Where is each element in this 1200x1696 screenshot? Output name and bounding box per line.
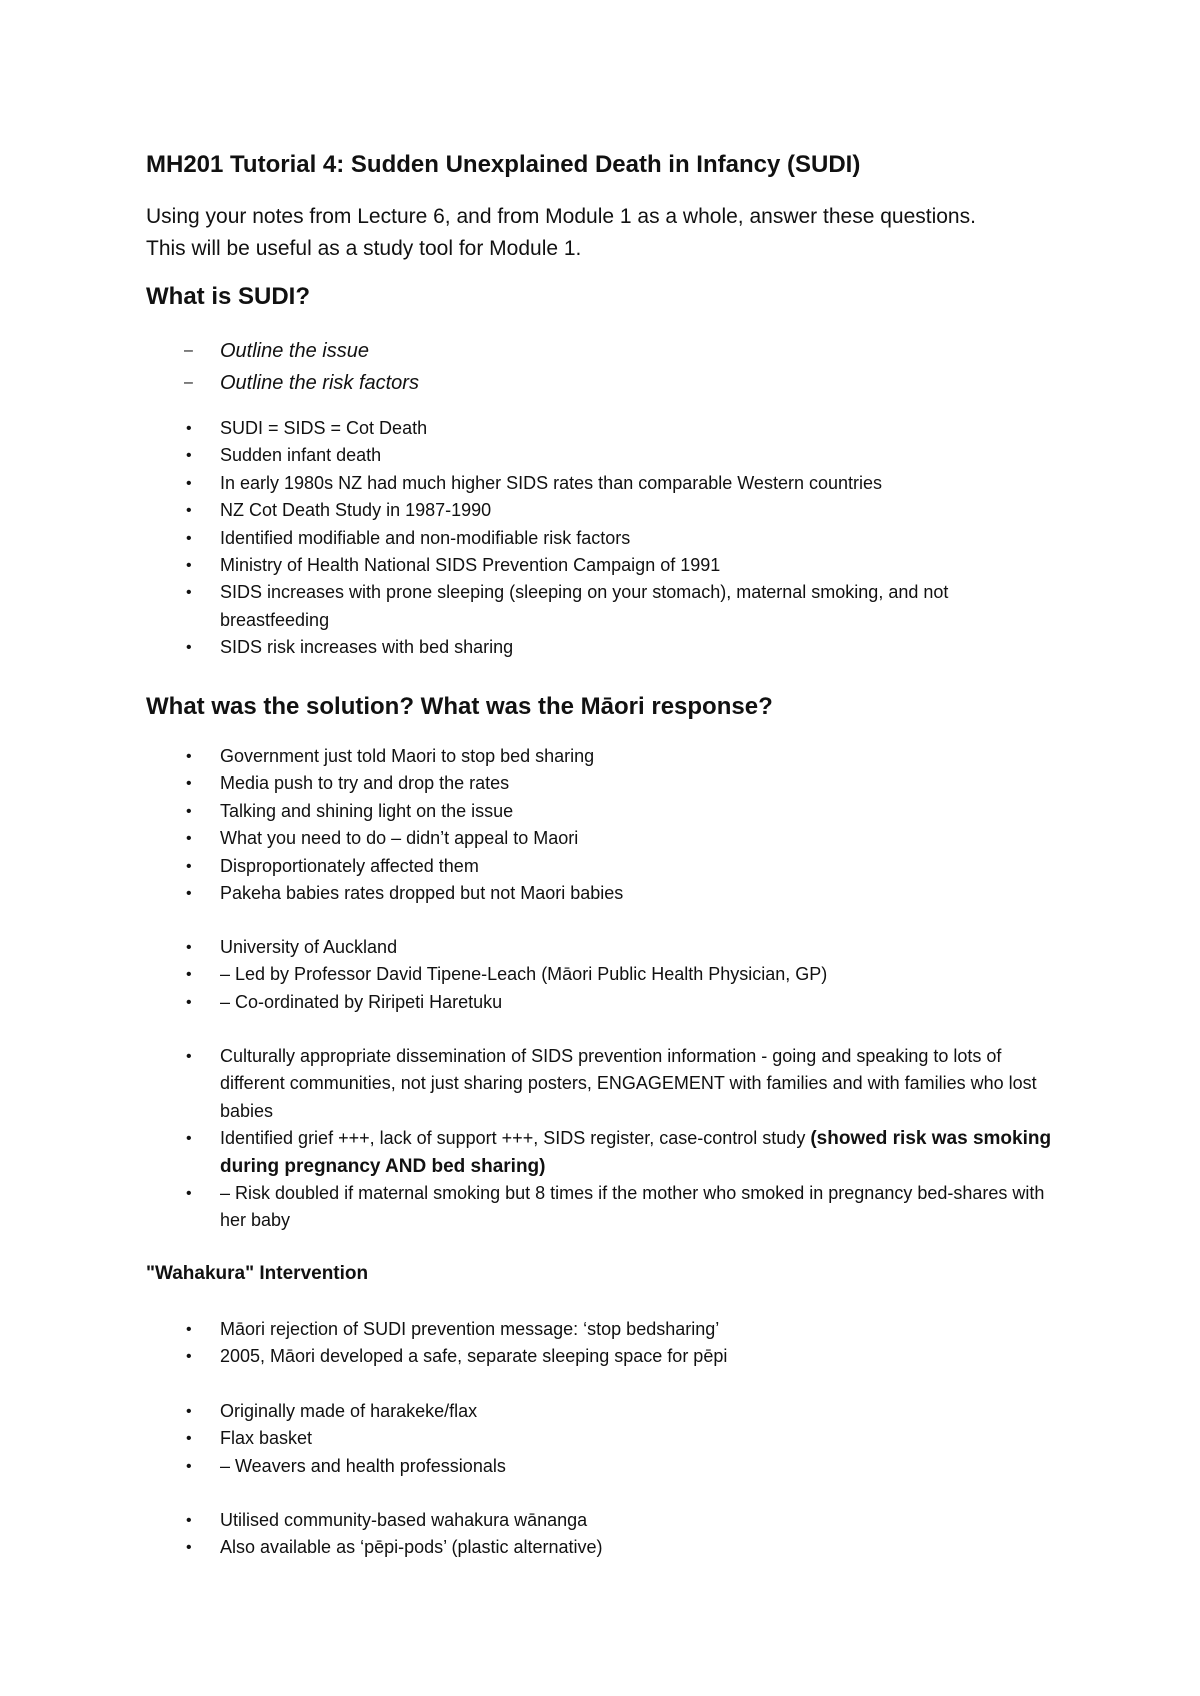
bullet-icon: •	[186, 529, 192, 547]
bullet-icon: •	[186, 775, 192, 793]
list-item: • NZ Cot Death Study in 1987-1990	[0, 497, 1060, 524]
bullet-icon: •	[186, 830, 192, 848]
bullet-icon: •	[186, 966, 192, 984]
intro-paragraph	[146, 201, 1076, 265]
document-title: MH201 Tutorial 4: Sudden Unexplained Death in Infancy (SUDI)	[146, 151, 861, 178]
bullet-icon: •	[186, 1130, 192, 1148]
list-item: • SUDI = SIDS = Cot Death	[0, 415, 1060, 442]
list-item: • 2005, Māori developed a safe, separate sleeping space for pēpi	[0, 1343, 1060, 1370]
bullet-icon: •	[186, 1512, 192, 1529]
bullet-icon: •	[186, 1348, 192, 1366]
bullet-icon: •	[186, 939, 192, 956]
bullet-icon: •	[186, 557, 192, 575]
bullet-icon: •	[186, 1430, 192, 1448]
section-heading-what-is-sudi: What is SUDI?	[146, 283, 311, 310]
list-item: • University of Auckland	[0, 934, 1060, 961]
bullet-list-flax	[0, 1398, 1200, 1480]
list-item: • Ministry of Health National SIDS Prevention Campaign of 1991	[0, 552, 1060, 579]
list-item: • Utilised community-based wahakura wānanga	[0, 1507, 1060, 1534]
bullet-icon: •	[186, 639, 192, 657]
list-item: • Pakeha babies rates dropped but not Maori babies	[0, 880, 1060, 907]
list-item: – Outline the risk factors	[0, 367, 1060, 399]
bullet-icon: •	[186, 1048, 192, 1065]
list-item: • Identified modifiable and non-modifiable risk factors	[0, 525, 1060, 552]
bullet-icon: •	[186, 802, 192, 820]
list-item: • Also available as ‘pēpi-pods’ (plastic alternative)	[0, 1534, 1060, 1561]
dash-list	[0, 335, 1200, 399]
list-item: • Māori rejection of SUDI prevention message: ‘stop bedsharing’	[0, 1316, 1060, 1343]
list-item: • – Risk doubled if maternal smoking but 8 times if the mother who smoked in pregnancy bed-shares with her baby	[0, 1180, 1060, 1235]
bullet-icon: •	[186, 1185, 192, 1203]
bullet-list-wahakura	[0, 1316, 1200, 1371]
list-item: • Sudden infant death	[0, 442, 1060, 469]
bullet-icon: •	[186, 993, 192, 1011]
list-item: • Flax basket	[0, 1425, 1060, 1452]
section-heading-wahakura: "Wahakura" Intervention	[146, 1263, 369, 1284]
bullet-icon: •	[186, 1403, 192, 1420]
bullet-list-dissemination	[0, 1043, 1200, 1235]
bullet-list-university	[0, 934, 1200, 1016]
section-heading-solution: What was the solution? What was the Māori response?	[146, 693, 773, 720]
bullet-list-response	[0, 743, 1200, 907]
list-item: • – Co-ordinated by Riripeti Haretuku	[0, 989, 1060, 1016]
bullet-icon: •	[186, 474, 192, 492]
bullet-icon: •	[186, 447, 192, 465]
bold-finding: (showed risk was smoking during pregnancy AND bed sharing)	[220, 1128, 1052, 1177]
list-item: – Outline the issue	[0, 335, 1060, 367]
bullet-icon: •	[186, 1321, 192, 1338]
bullet-list-sudi	[0, 415, 1200, 662]
list-item: • Identified grief +++, lack of support +++, SIDS register, case-control study (showed risk was smoking during pregnancy AND bed sharing)	[0, 1125, 1060, 1180]
list-item: • SIDS risk increases with bed sharing	[0, 634, 1060, 661]
bullet-icon: •	[186, 502, 192, 520]
list-item: • – Led by Professor David Tipene-Leach (Māori Public Health Physician, GP)	[0, 961, 1060, 988]
list-item: • In early 1980s NZ had much higher SIDS rates than comparable Western countries	[0, 470, 1060, 497]
bullet-list-wananga	[0, 1507, 1200, 1562]
list-item: • Originally made of harakeke/flax	[0, 1398, 1060, 1425]
bullet-icon: •	[186, 748, 192, 765]
list-item: • SIDS increases with prone sleeping (sleeping on your stomach), maternal smoking, and not breastfeeding	[0, 579, 1060, 634]
intro-line-2: This will be useful as a study tool for Module 1.	[146, 237, 582, 260]
bullet-icon: •	[186, 885, 192, 903]
list-item: • Disproportionately affected them	[0, 853, 1060, 880]
list-item: • Government just told Maori to stop bed sharing	[0, 743, 1060, 770]
list-item: • Talking and shining light on the issue	[0, 798, 1060, 825]
list-item: • – Weavers and health professionals	[0, 1453, 1060, 1480]
bullet-icon: •	[186, 1539, 192, 1557]
list-item: • Culturally appropriate dissemination of SIDS prevention information - going and speaking to lots of different communities, not just sharing posters, ENGAGEMENT with families and with families who lost babies	[0, 1043, 1060, 1125]
list-item: • What you need to do – didn’t appeal to Maori	[0, 825, 1060, 852]
bullet-icon: •	[186, 857, 192, 875]
bullet-icon: •	[186, 584, 192, 602]
list-item: • Media push to try and drop the rates	[0, 770, 1060, 797]
bullet-icon: •	[186, 420, 192, 437]
dash-icon: –	[184, 374, 193, 391]
bullet-icon: •	[186, 1457, 192, 1475]
dash-icon: –	[184, 342, 193, 359]
intro-line-1: Using your notes from Lecture 6, and from Module 1 as a whole, answer these questions.	[146, 205, 976, 228]
